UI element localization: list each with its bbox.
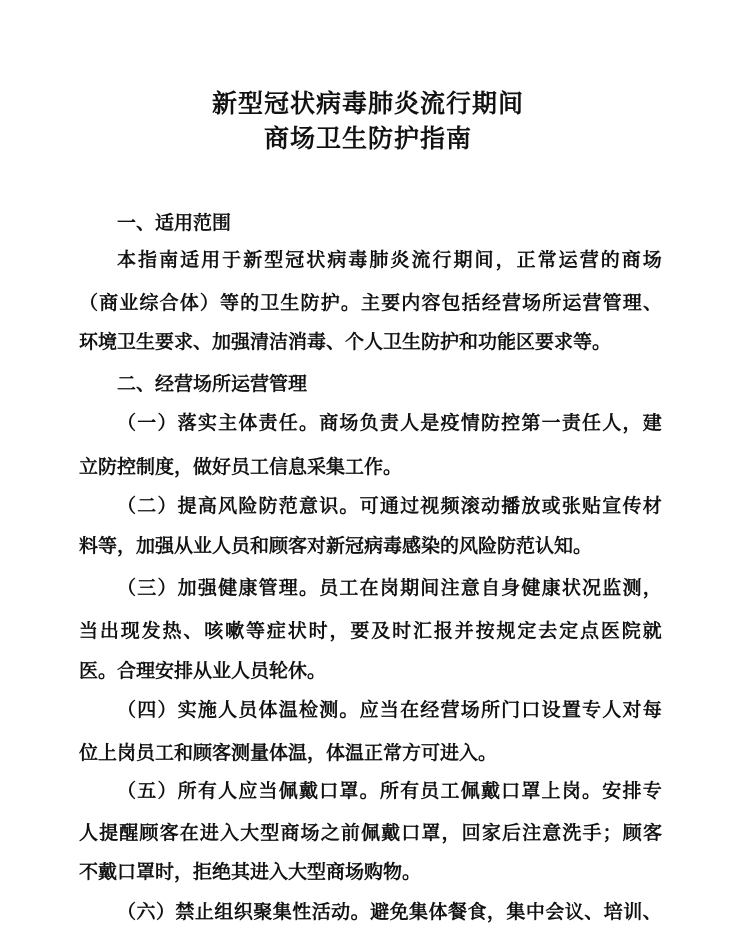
paragraph-line: 不戴口罩时，拒绝其进入大型商场购物。: [79, 861, 422, 883]
paragraph-line: （ 二 ） 提 高 风 险 防 范 意 识 。 可 通 过 视 频 滚 动 播 放 或 张 贴 宣 传 材: [117, 495, 662, 517]
paragraph-line: 位上岗员工和顾客测量体温，体温正常方可进入。: [79, 742, 498, 764]
paragraph-line: （ 四 ） 实 施 人 员 体 温 检 测 。 应 当 在 经 营 场 所 门 口 设 置 专 人 对 每: [117, 699, 662, 721]
paragraph-line: （ 商 业 综 合 体 ） 等 的 卫 生 防 护 。 主 要 内 容 包 括 经 营 场 所 运 营 管 理 、: [79, 292, 662, 314]
paragraph-line: 料等，加强从业人员和顾客对新冠病毒感染的风险防范认知。: [79, 535, 593, 557]
section-heading-scope: 一、适用范围: [117, 212, 232, 234]
paragraph-line: 环境卫生要求、加强清洁消毒、个人卫生防护和功能区要求等。: [79, 331, 612, 353]
document-title-line-1: 新型冠状病毒肺炎流行期间: [211, 89, 524, 118]
paragraph-line: （ 一 ） 落 实 主 体 责 任 。 商 场 负 责 人 是 疫 情 防 控 第 一 责 任 人 ， 建: [117, 412, 662, 434]
paragraph-line: 立防控制度，做好员工信息采集工作。: [79, 456, 403, 478]
paragraph-line: （ 三 ） 加 强 健 康 管 理 。 员 工 在 岗 期 间 注 意 自 身 健 康 状 况 监 测 ，: [117, 577, 662, 599]
section-heading-operations: 二、经营场所运营管理: [117, 373, 308, 395]
paragraph-line: 本 指 南 适 用 于 新 型 冠 状 病 毒 肺 炎 流 行 期 间 ， 正 常 运 营 的 商 场: [117, 249, 662, 271]
paragraph-line: （ 六 ） 禁 止 组 织 聚 集 性 活 动 。 避 免 集 体 餐 食 ， 集 中 会 议 、 培 训 、: [117, 901, 662, 923]
paragraph-line: （ 五 ） 所 有 人 应 当 佩 戴 口 罩 。 所 有 员 工 佩 戴 口 罩 上 岗 。 安 排 专: [117, 780, 662, 802]
paragraph-line: 人 提 醒 顾 客 在 进 入 大 型 商 场 之 前 佩 戴 口 罩 ， 回 家 后 注 意 洗 手 ； 顾 客: [79, 822, 662, 844]
document-title-line-2: 商场卫生防护指南: [263, 124, 472, 153]
paragraph-line: 医。合理安排从业人员轮休。: [79, 660, 327, 682]
paragraph-line: 当 出 现 发 热 、 咳 嗽 等 症 状 时 ， 要 及 时 汇 报 并 按 规 定 去 定 点 医 院 就: [79, 620, 662, 642]
